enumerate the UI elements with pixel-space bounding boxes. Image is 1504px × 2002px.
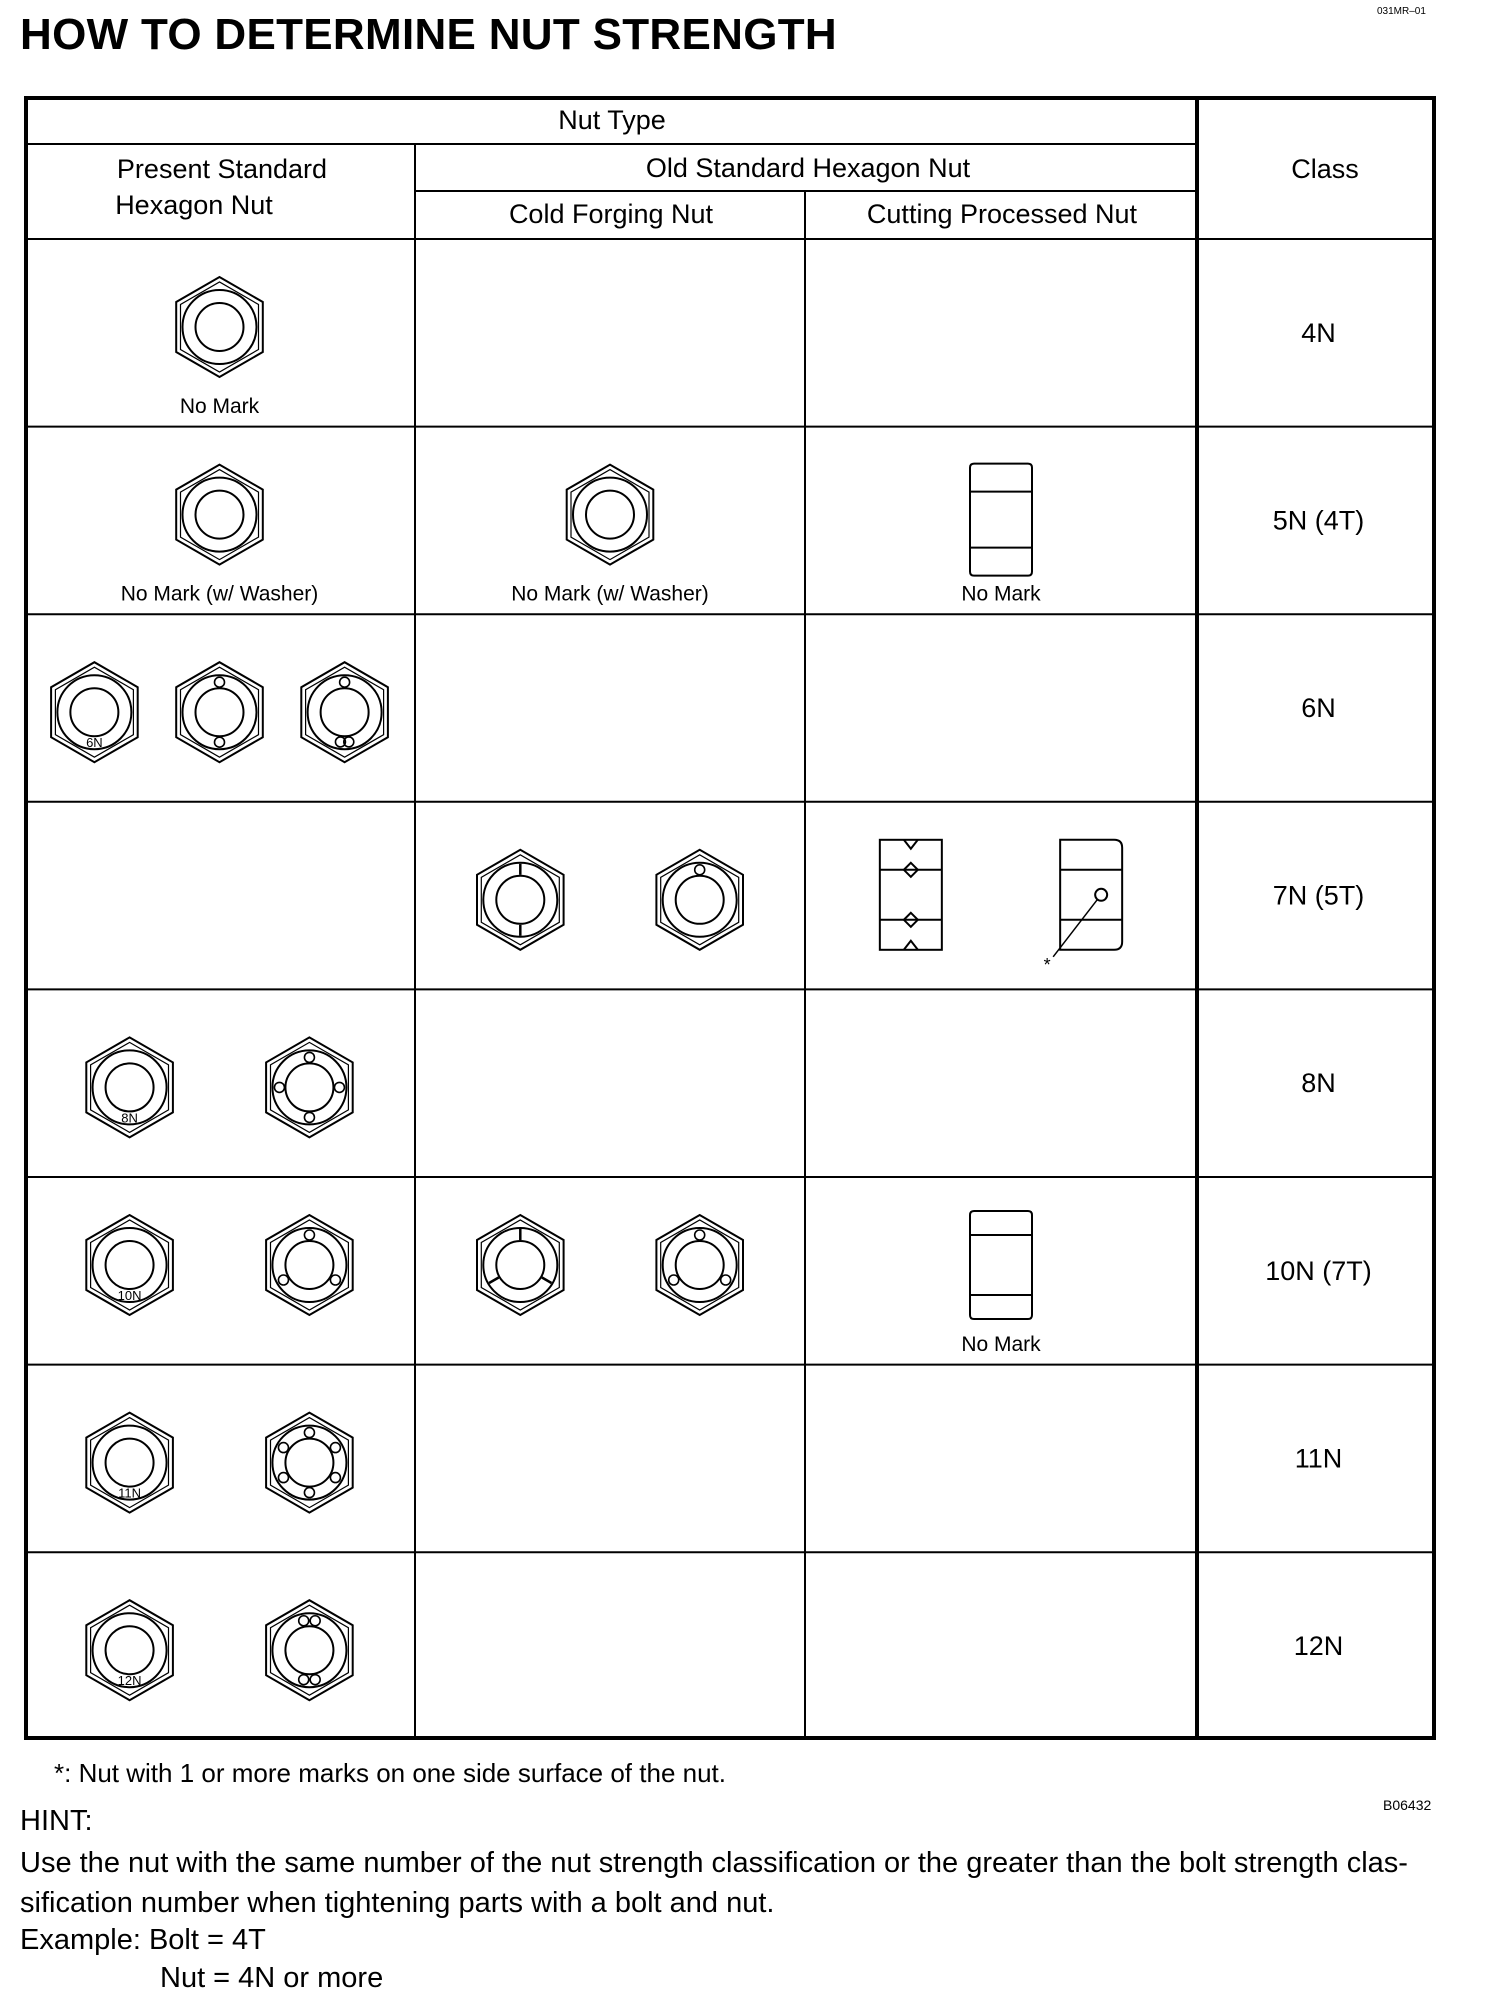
nut-dot-mark (215, 737, 225, 747)
nut-mark-label: No Mark (961, 1333, 1041, 1356)
nut-top-view (477, 1215, 564, 1315)
present-standard-cell (176, 277, 263, 418)
asterisk-marker: * (1043, 954, 1051, 975)
header-cutting-processed-nut: Cutting Processed Nut (866, 199, 1138, 229)
nut-chamfer (181, 470, 259, 560)
table-row (86, 1413, 1342, 1513)
nut-side-view (880, 840, 942, 950)
class-cell: 8N (1301, 1068, 1336, 1099)
nut-dot-mark (215, 677, 225, 687)
nut-bore (106, 1439, 154, 1487)
nut-dot-mark (278, 1275, 288, 1285)
nut-mark-label: No Mark (961, 582, 1041, 606)
nut-top-view (86, 1600, 173, 1700)
nut-face-ring (272, 1050, 346, 1124)
nut-face-ring (272, 1426, 346, 1500)
header-old-standard: Old Standard Hexagon Nut (645, 153, 971, 183)
class-cell: 10N (7T) (1265, 1255, 1372, 1286)
cold-forging-cell (477, 850, 743, 950)
present-standard-cell (86, 1215, 352, 1315)
nut-top-view (567, 465, 654, 565)
nut-face-ring (663, 1228, 737, 1302)
nut-top-view (86, 1413, 173, 1513)
nut-chamfer (181, 282, 259, 372)
nut-chamfer (661, 1220, 739, 1310)
nut-top-view (176, 277, 263, 377)
table-row (86, 1037, 1335, 1137)
nut-dot-mark (695, 865, 705, 875)
header-present-standard-line2: Hexagon Nut (115, 190, 273, 220)
figure-code: B06432 (1383, 1797, 1432, 1813)
nut-top-view (477, 850, 564, 950)
cutting-processed-cell (880, 840, 1122, 975)
table-row (86, 1211, 1371, 1356)
nut-top-view (266, 1215, 353, 1315)
class-cell: 4N (1301, 317, 1336, 348)
nut-bore (196, 303, 244, 351)
class-cell: 12N (1293, 1631, 1344, 1661)
nut-dot-mark (304, 1428, 314, 1438)
nut-top-view (86, 1215, 173, 1315)
nut-top-view (266, 1600, 353, 1700)
present-standard-cell (86, 1600, 352, 1700)
nut-bore (285, 1439, 333, 1487)
nut-mark-label: No Mark (179, 395, 260, 418)
nut-number-mark: 6N (86, 735, 103, 751)
class-cell: 11N (1294, 1443, 1343, 1474)
table-row (477, 840, 1364, 975)
nut-dot-mark (721, 1275, 731, 1285)
table-row (51, 662, 1336, 762)
nut-chamfer (571, 470, 649, 560)
nut-side-notch (904, 941, 918, 950)
nut-side-dot-mark (1095, 889, 1107, 901)
nut-face-ring (272, 1613, 346, 1687)
nut-face-ring (183, 478, 257, 552)
nut-side-outline (1060, 840, 1122, 950)
example-nut: Nut = 4N or more (160, 1962, 384, 1994)
nut-dot-mark (340, 677, 350, 687)
footnote: *: Nut with 1 or more marks on one side surface of the nut. (54, 1758, 726, 1788)
nut-dot-mark (310, 1675, 320, 1685)
nut-dot-mark (278, 1473, 288, 1483)
nut-dot-mark (310, 1616, 320, 1626)
nut-bore (106, 1626, 154, 1674)
nut-top-view (656, 850, 743, 950)
nut-mark-label: No Mark (w/ Washer) (120, 582, 319, 606)
nut-bore (285, 1626, 333, 1674)
table-row (176, 277, 1336, 418)
nut-chamfer (271, 1042, 349, 1132)
nut-chamfer (271, 1220, 349, 1310)
nut-bore (586, 491, 634, 539)
nut-dot-mark (304, 1488, 314, 1498)
nut-number-mark: 12N (117, 1673, 142, 1689)
nut-bore (676, 876, 724, 924)
class-cell: 6N (1301, 693, 1336, 723)
nut-dot-mark (299, 1616, 309, 1626)
header-cold-forging-nut: Cold Forging Nut (508, 199, 714, 229)
nut-dot-mark (669, 1275, 679, 1285)
present-standard-cell (86, 1413, 352, 1513)
header-present-standard-line1: Present Standard (116, 154, 328, 184)
nut-bore (196, 688, 244, 736)
nut-strength-table (24, 96, 1436, 1740)
nut-bore (496, 1241, 544, 1289)
nut-dot-mark (299, 1675, 309, 1685)
nut-side-outline (970, 464, 1032, 576)
nut-dot-mark (304, 1052, 314, 1062)
nut-bore (196, 491, 244, 539)
nut-top-view (86, 1037, 173, 1137)
nut-number-mark: 11N (118, 1485, 142, 1501)
nut-bore (321, 688, 369, 736)
present-standard-cell (86, 1037, 352, 1137)
present-standard-cell (121, 465, 319, 606)
table-row (121, 464, 1365, 606)
nut-chamfer (271, 1605, 349, 1695)
nut-side-outline (880, 840, 942, 950)
nut-dot-mark (330, 1275, 340, 1285)
page-title: HOW TO DETERMINE NUT STRENGTH (20, 10, 837, 59)
nut-strength-table-drawing (24, 96, 1436, 1740)
table-grid (24, 96, 1436, 1740)
class-cell: 7N (5T) (1272, 880, 1365, 911)
nut-dot-mark (304, 1230, 314, 1240)
nut-dot-mark (278, 1443, 288, 1453)
nut-top-view (301, 662, 388, 762)
nut-bore (676, 1241, 724, 1289)
nut-chamfer (181, 667, 259, 757)
nut-outline (266, 1600, 353, 1700)
nut-top-view (176, 465, 263, 565)
nut-face-ring (183, 675, 257, 749)
header-nut-type: Nut Type (558, 105, 666, 135)
nut-outline (567, 465, 654, 565)
nut-face-ring (573, 478, 647, 552)
nut-top-view (51, 662, 138, 762)
hint-heading: HINT: (20, 1805, 93, 1837)
class-cell: 5N (4T) (1272, 505, 1365, 536)
nut-bore (285, 1241, 333, 1289)
nut-side-outline (970, 1211, 1032, 1319)
document-code: 031MR–01 (1377, 6, 1426, 17)
nut-face-ring (183, 290, 257, 364)
nut-dot-mark (330, 1443, 340, 1453)
nut-chamfer (271, 1418, 349, 1508)
nut-notch-mark (489, 1278, 499, 1284)
nut-bore (106, 1063, 154, 1111)
cold-forging-cell (477, 1215, 743, 1315)
nut-number-mark: 8N (121, 1110, 138, 1126)
nut-bore (285, 1063, 333, 1111)
nut-side-notch (904, 840, 918, 849)
nut-bore (496, 876, 544, 924)
nut-bore (70, 688, 118, 736)
table-row (86, 1600, 1343, 1700)
nut-notch-mark (542, 1278, 552, 1284)
nut-face-ring (272, 1228, 346, 1302)
nut-dot-mark (330, 1473, 340, 1483)
nut-chamfer (661, 855, 739, 945)
nut-dot-mark (334, 1082, 344, 1092)
nut-dot-mark (304, 1112, 314, 1122)
cold-forging-cell (511, 465, 709, 606)
nut-top-view (176, 662, 263, 762)
nut-side-view (970, 1211, 1032, 1319)
header-class: Class (1291, 154, 1359, 184)
nut-bore (106, 1241, 154, 1289)
nut-face-ring (663, 863, 737, 937)
nut-top-view (656, 1215, 743, 1315)
example-bolt: Example: Bolt = 4T (20, 1924, 266, 1956)
present-standard-cell (51, 662, 388, 762)
nut-dot-mark (695, 1230, 705, 1240)
nut-top-view (266, 1037, 353, 1137)
nut-top-view (266, 1413, 353, 1513)
nut-dot-mark (274, 1082, 284, 1092)
nut-outline (176, 465, 263, 565)
nut-side-view (1044, 840, 1123, 975)
cutting-processed-cell (961, 1211, 1041, 1356)
cutting-processed-cell (961, 464, 1041, 606)
nut-outline (176, 277, 263, 377)
nut-number-mark: 10N (117, 1288, 142, 1303)
nut-mark-label: No Mark (w/ Washer) (511, 582, 709, 606)
nut-side-view (970, 464, 1032, 576)
hint-body: Use the nut with the same number of the nut strength classification or the greater than the bolt strength clas-sification number when tightening parts with a bolt and nut. (20, 1847, 1408, 1919)
